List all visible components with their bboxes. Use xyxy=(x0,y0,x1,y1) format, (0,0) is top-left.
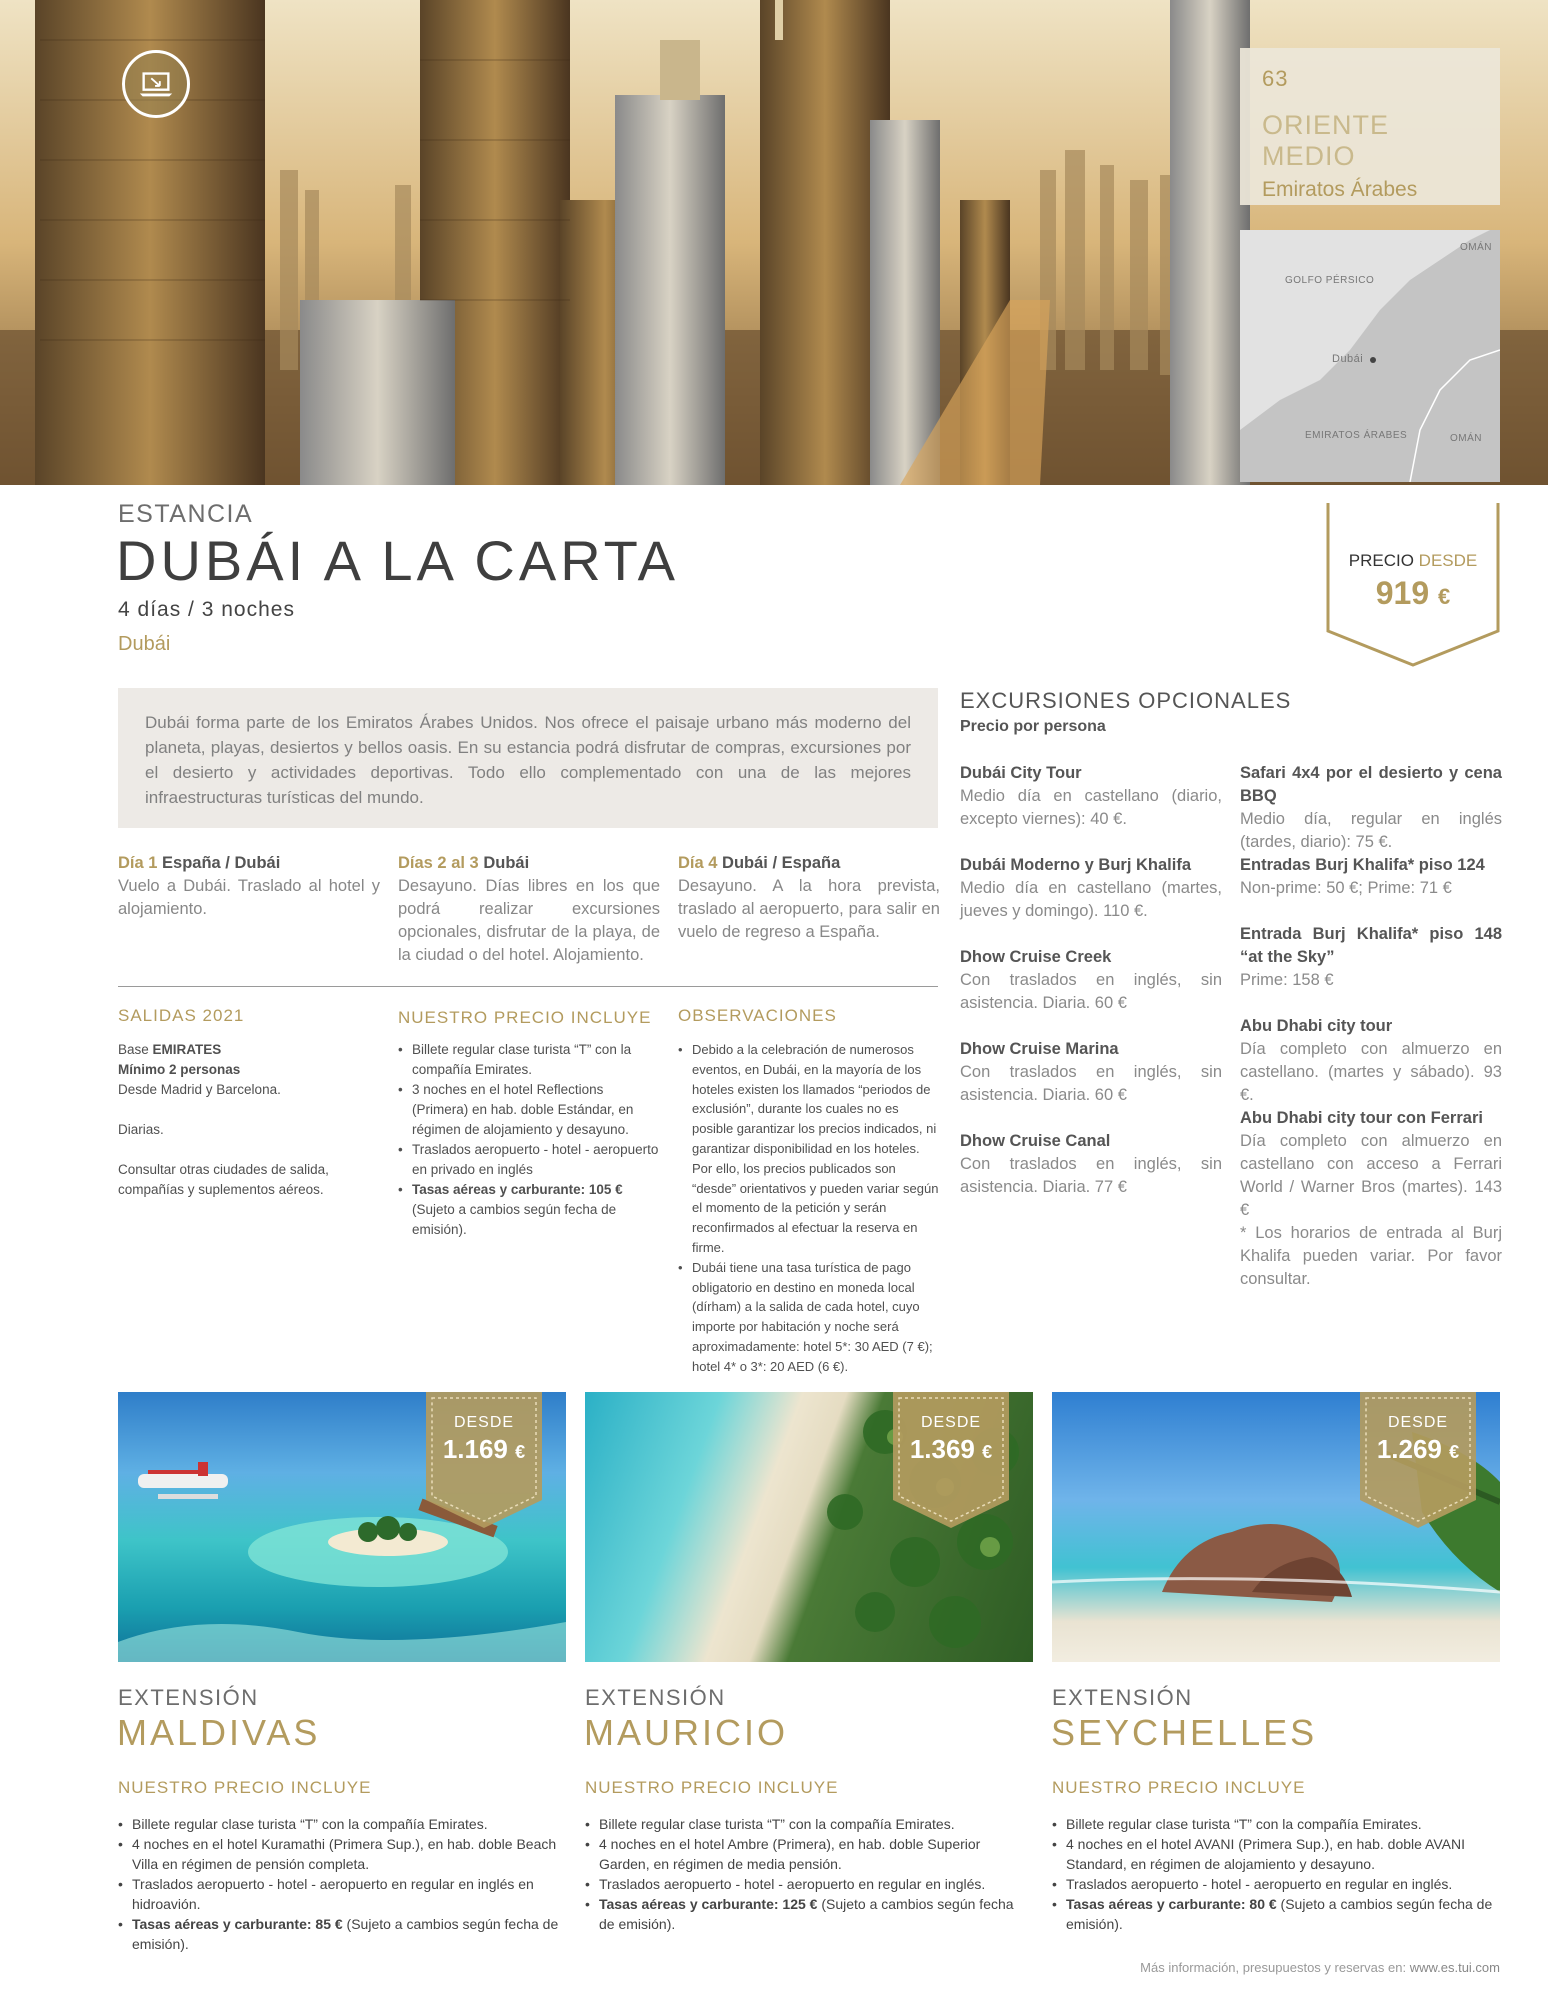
day-place: Dubái / España xyxy=(722,854,841,872)
excursion-item xyxy=(960,946,1222,1015)
badge-currency: € xyxy=(1449,1442,1460,1462)
badge-currency: € xyxy=(982,1442,993,1462)
extension-list xyxy=(585,1814,1030,1934)
badge-label: DESDE xyxy=(920,1414,982,1431)
badge-currency: € xyxy=(515,1442,526,1462)
badge-price: 1.169 xyxy=(442,1434,508,1464)
map-label: Dubái xyxy=(1332,353,1364,365)
map-label: OMÁN xyxy=(1450,433,1482,444)
day-place: España / Dubái xyxy=(162,854,281,872)
excursion-name: Dubái Moderno y Burj Khalifa xyxy=(960,856,1192,874)
incluye-list xyxy=(398,1040,660,1240)
price-from: DESDE xyxy=(1418,551,1478,570)
badge-price: 1.369 xyxy=(909,1434,975,1464)
itinerary-day xyxy=(118,852,380,921)
list-item: • 4 noches en el hotel Kuramathi (Primera Sup.), en hab. doble Beach Villa en régimen de pensión completa. xyxy=(118,1834,563,1874)
extension-name: MALDIVAS xyxy=(117,1712,321,1753)
page-title: DUBÁI A LA CARTA xyxy=(116,529,680,592)
list-item: • Traslados aeropuerto - hotel - aeropuerto en regular en inglés. xyxy=(585,1874,1030,1894)
excursion-name: Dhow Cruise Canal xyxy=(960,1132,1111,1150)
tax-bold: Tasas aéreas y carburante: 80 € xyxy=(1066,1896,1277,1912)
list-item: • Debido a la celebración de numerosos eventos, en Dubái, en la mayoría de los hoteles existen los llamados “periodos de exclusión”, durante los cuales no es posible garantizar los precios indicados, ni garantizar disponibilidad en los hoteles. Por ello, los precios publicados son “desde” orientativos y pueden variar según el momento de la petición y serán reconfirmados al efectuar la reserva en firme. xyxy=(678,1040,940,1258)
hero-image xyxy=(0,0,1548,485)
list-item: • Billete regular clase turista “T” con la compañía Emirates. xyxy=(585,1814,1030,1834)
country-name: Emiratos Árabes xyxy=(1262,178,1418,201)
map-label: OMÁN xyxy=(1460,242,1492,253)
footer-link[interactable]: www.es.tui.com xyxy=(1409,1960,1500,1975)
excursion-item xyxy=(960,1038,1222,1107)
tax-rest: (Sujeto a cambios según fecha de emisión). xyxy=(132,1916,559,1952)
extension-kicker: EXTENSIÓN xyxy=(1052,1685,1193,1710)
excursion-text: Día completo con almuerzo en castellano con acceso a Ferrari World / Warner Bros (martes). 143 € xyxy=(1240,1132,1502,1219)
base-airline: EMIRATES xyxy=(152,1042,222,1057)
extension-kicker: EXTENSIÓN xyxy=(118,1685,259,1710)
badge-price: 1.269 xyxy=(1376,1434,1442,1464)
day-label: Días 2 al 3 xyxy=(398,854,479,872)
tax-bold: Tasas aéreas y carburante: 105 € xyxy=(412,1182,623,1197)
tax-rest: (Sujeto a cambios según fecha de emisión). xyxy=(412,1202,617,1237)
location-map xyxy=(1240,230,1500,482)
excursion-text: Medio día en castellano (martes, jueves y domingo). 110 €. xyxy=(960,879,1222,920)
observaciones-list xyxy=(678,1040,940,1377)
badge-label: DESDE xyxy=(453,1414,515,1431)
laptop-icon xyxy=(122,50,190,118)
price-currency: € xyxy=(1438,584,1451,609)
trip-kicker: ESTANCIA xyxy=(118,500,254,528)
price-label: PRECIO xyxy=(1348,551,1414,570)
tax-bold: Tasas aéreas y carburante: 125 € xyxy=(599,1896,818,1912)
footer xyxy=(1140,1960,1500,1975)
excursion-text: Con traslados en inglés, sin asistencia. Diaria. 60 € xyxy=(960,971,1222,1012)
price-badge-mauricio xyxy=(893,1392,1009,1530)
list-item: • Billete regular clase turista “T” con la compañía Emirates. xyxy=(118,1814,563,1834)
region-name: ORIENTE MEDIO xyxy=(1262,110,1390,171)
excursion-name: Entradas Burj Khalifa* piso 124 xyxy=(1240,856,1485,874)
day-text: Desayuno. A la hora prevista, traslado al aeropuerto, para salir en vuelo de regreso a España. xyxy=(678,877,940,941)
incluye-heading: NUESTRO PRECIO INCLUYE xyxy=(398,1008,652,1027)
divider xyxy=(118,986,938,987)
excursion-text: Prime: 158 € xyxy=(1240,971,1334,989)
list-item: • Billete regular clase turista “T” con la compañía Emirates. xyxy=(1052,1814,1497,1834)
excursion-name: Abu Dhabi city tour xyxy=(1240,1017,1393,1035)
base-prefix: Base xyxy=(118,1042,149,1057)
min-persons: Mínimo 2 personas xyxy=(118,1062,241,1077)
day-label: Día 1 xyxy=(118,854,158,872)
extension-heading: NUESTRO PRECIO INCLUYE xyxy=(1052,1778,1306,1797)
list-item: • 4 noches en el hotel Ambre (Primera), en hab. doble Superior Garden, en régimen de media pensión. xyxy=(585,1834,1030,1874)
itinerary-day xyxy=(678,852,940,944)
excursion-item xyxy=(1240,854,1502,900)
excursion-name: Dubái City Tour xyxy=(960,764,1082,782)
list-item xyxy=(398,1180,660,1240)
excursion-text: Con traslados en inglés, sin asistencia. Diaria. 77 € xyxy=(960,1155,1222,1196)
badge-label: DESDE xyxy=(1387,1414,1449,1431)
list-item xyxy=(585,1894,1030,1934)
excursion-text: Non-prime: 50 €; Prime: 71 € xyxy=(1240,879,1452,897)
frequency: Diarias. xyxy=(118,1122,164,1137)
extension-heading: NUESTRO PRECIO INCLUYE xyxy=(118,1778,372,1797)
salidas-block xyxy=(118,1040,378,1200)
list-item: • Traslados aeropuerto - hotel - aeropuerto en regular en inglés en hidroavión. xyxy=(118,1874,563,1914)
excursion-item xyxy=(1240,1107,1502,1222)
list-item: • Dubái tiene una tasa turística de pago obligatorio en destino en moneda local (dírham) a la salida de cada hotel, cuyo importe por habitación y noche será aproximadamente: hotel 5*: 30 AED (7 €); hotel 4* o 3*: 20 AED (6 €). xyxy=(678,1258,940,1377)
price-badge-seychelles xyxy=(1360,1392,1476,1530)
region-box xyxy=(1240,48,1500,205)
excursions-subtitle: Precio por persona xyxy=(960,718,1106,735)
footer-text: Más información, presupuestos y reservas en: xyxy=(1140,1960,1407,1975)
observaciones-heading: OBSERVACIONES xyxy=(678,1006,837,1025)
price-value: 919 xyxy=(1375,575,1430,611)
day-text: Desayuno. Días libres en los que podrá realizar excursiones opcionales, disfrutar de la playa, de la ciudad o del hotel. Alojamiento. xyxy=(398,877,660,964)
trip-place: Dubái xyxy=(118,633,171,655)
excursion-name: Entrada Burj Khalifa* piso 148 “at the Sky” xyxy=(1240,925,1502,966)
list-item: • Billete regular clase turista “T” con la compañía Emirates. xyxy=(398,1040,660,1080)
excursion-text: Día completo con almuerzo en castellano. (martes y sábado). 93 €. xyxy=(1240,1040,1502,1104)
list-item: • Traslados aeropuerto - hotel - aeropuerto en regular en inglés. xyxy=(1052,1874,1497,1894)
price-badge-maldivas xyxy=(426,1392,542,1530)
excursion-name: Safari 4x4 por el desierto y cena BBQ xyxy=(1240,764,1502,805)
tax-rest: (Sujeto a cambios según fecha de emisión). xyxy=(599,1896,1014,1932)
list-item xyxy=(118,1914,563,1954)
salidas-note: Consultar otras ciudades de salida, compañías y suplementos aéreos. xyxy=(118,1162,329,1197)
extension-list xyxy=(118,1814,563,1954)
excursions-title: EXCURSIONES OPCIONALES xyxy=(960,688,1292,713)
salidas-heading: SALIDAS 2021 xyxy=(118,1006,245,1025)
day-place: Dubái xyxy=(483,854,530,872)
extension-list xyxy=(1052,1814,1497,1934)
excursion-text: Medio día en castellano (diario, excepto viernes): 40 €. xyxy=(960,787,1222,828)
excursion-name: Dhow Cruise Marina xyxy=(960,1040,1119,1058)
tax-bold: Tasas aéreas y carburante: 85 € xyxy=(132,1916,343,1932)
extension-name: MAURICIO xyxy=(584,1712,788,1753)
trip-duration: 4 días / 3 noches xyxy=(118,598,295,621)
list-item: • Traslados aeropuerto - hotel - aeropuerto en privado en inglés xyxy=(398,1140,660,1180)
excursion-item xyxy=(1240,1015,1502,1107)
excursion-text: Medio día, regular en inglés (tardes, diario): 75 €. xyxy=(1240,810,1502,851)
map-label: EMIRATOS ÁRABES xyxy=(1305,430,1408,441)
list-item xyxy=(1052,1894,1497,1934)
itinerary-day xyxy=(398,852,660,967)
excursion-text: Con traslados en inglés, sin asistencia. Diaria. 60 € xyxy=(960,1063,1222,1104)
intro-text: Dubái forma parte de los Emiratos Árabes Unidos. Nos ofrece el paisaje urbano más moderno del planeta, playas, desiertos y bellos oasis. En su estancia podrá disfrutar de compras, excursiones por el desierto y actividades deportivas. Todo ello complementado con una de las mejores infraestructuras turísticas del mundo. xyxy=(118,688,938,828)
excursion-item xyxy=(1240,762,1502,854)
extension-name: SEYCHELLES xyxy=(1051,1712,1318,1753)
extension-heading: NUESTRO PRECIO INCLUYE xyxy=(585,1778,839,1797)
day-label: Día 4 xyxy=(678,854,718,872)
list-item: • 3 noches en el hotel Reflections (Primera) en hab. doble Estándar, en régimen de alojamiento y desayuno. xyxy=(398,1080,660,1140)
list-item: • 4 noches en el hotel AVANI (Primera Sup.), en hab. doble AVANI Standard, en régimen de alojamiento y desayuno. xyxy=(1052,1834,1497,1874)
excursion-name: Abu Dhabi city tour con Ferrari xyxy=(1240,1109,1483,1127)
departure-cities: Desde Madrid y Barcelona. xyxy=(118,1082,281,1097)
excursion-item xyxy=(960,1130,1222,1199)
excursions-note: * Los horarios de entrada al Burj Khalifa pueden variar. Por favor consultar. xyxy=(1240,1224,1502,1288)
price-badge xyxy=(1326,503,1500,668)
map-label: GOLFO PÉRSICO xyxy=(1285,275,1375,286)
tax-rest: (Sujeto a cambios según fecha de emisión). xyxy=(1066,1896,1493,1932)
day-text: Vuelo a Dubái. Traslado al hotel y alojamiento. xyxy=(118,877,380,918)
extension-kicker: EXTENSIÓN xyxy=(585,1685,726,1710)
excursion-item xyxy=(1240,923,1502,992)
excursion-item xyxy=(960,762,1222,831)
excursion-name: Dhow Cruise Creek xyxy=(960,948,1112,966)
excursion-item xyxy=(960,854,1222,923)
page-number: 63 xyxy=(1262,66,1289,91)
